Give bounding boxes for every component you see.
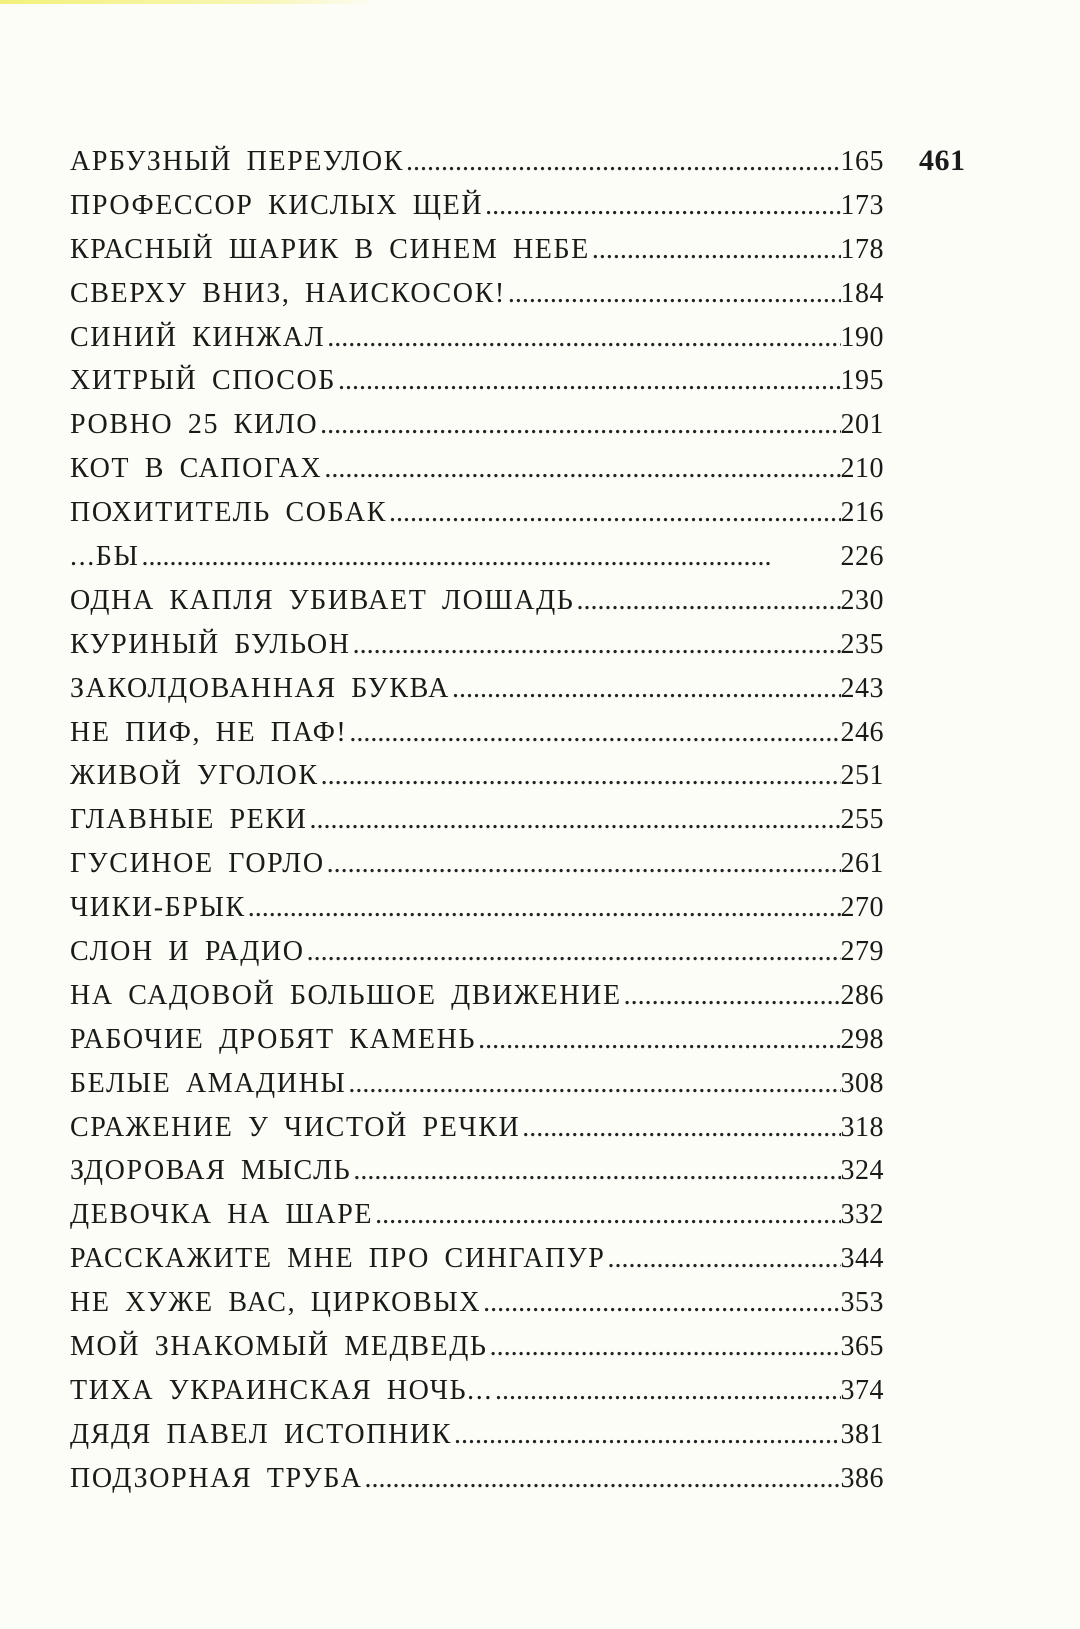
toc-entry [70, 1329, 884, 1373]
toc-entry-title: ПРОФЕССОР КИСЛЫХ ЩЕЙ [70, 189, 484, 221]
toc-leader-dots [319, 758, 841, 794]
toc-entry [70, 1153, 884, 1197]
toc-entry [70, 495, 884, 539]
toc-entry [70, 1110, 884, 1154]
toc-entry-page: 365 [840, 1331, 884, 1363]
toc-entry [70, 1197, 884, 1241]
toc-entry [70, 1285, 884, 1329]
toc-entry-title: НЕ ПИФ, НЕ ПАФ! [70, 716, 348, 748]
toc-entry-title: СЛОН И РАДИО [70, 936, 305, 968]
toc-entry-title: ДЯДЯ ПАВЕЛ ИСТОПНИК [70, 1418, 452, 1450]
toc-entry-title: ЗАКОЛДОВАННАЯ БУКВА [70, 672, 450, 704]
toc-entry-page: 286 [840, 979, 884, 1011]
toc-entry-page: 190 [840, 321, 884, 353]
toc-leader-dots [351, 1153, 840, 1189]
toc-entry-page: 255 [840, 804, 884, 836]
toc-entry-title: СВЕРХУ ВНИЗ, НАИСКОСОК! [70, 277, 506, 309]
toc-entry-page: 353 [840, 1287, 884, 1319]
toc-entry-page: 178 [840, 233, 884, 265]
toc-entry-title: ПОХИТИТЕЛЬ СОБАК [70, 497, 388, 529]
toc-leader-dots [506, 276, 841, 312]
toc-entry-title: РОВНО 25 КИЛО [70, 409, 319, 441]
toc-entry-page: 298 [840, 1023, 884, 1055]
toc-leader-dots [493, 1373, 841, 1409]
toc-leader-dots [336, 363, 841, 399]
toc-entry-page: 230 [840, 584, 884, 616]
toc-entry-page: 270 [840, 892, 884, 924]
toc-entry-page: 195 [840, 365, 884, 397]
toc-entry-title: НА САДОВОЙ БОЛЬШОЕ ДВИЖЕНИЕ [70, 979, 622, 1011]
toc-entry-page: 235 [840, 628, 884, 660]
toc-leader-dots [404, 144, 841, 180]
toc-entry [70, 846, 884, 890]
toc-leader-dots [346, 1066, 840, 1102]
toc-entry-title: СИНИЙ КИНЖАЛ [70, 321, 326, 353]
toc-entry-page: 246 [840, 716, 884, 748]
page-number: 461 [919, 144, 966, 177]
toc-leader-dots [387, 495, 840, 531]
toc-entry [70, 758, 884, 802]
toc-entry [70, 232, 884, 276]
toc-entry [70, 1461, 884, 1505]
toc-entry [70, 144, 884, 188]
toc-leader-dots [373, 1197, 840, 1233]
toc-entry-page: 201 [840, 409, 884, 441]
toc-entry-page: 165 [840, 146, 884, 177]
toc-entry-page: 279 [840, 936, 884, 968]
toc-leader-dots [322, 451, 840, 487]
toc-entry [70, 715, 884, 759]
toc-entry-title: ГУСИНОЕ ГОРЛО [70, 848, 325, 880]
toc-entry [70, 1373, 884, 1417]
toc-entry-title: КРАСНЫЙ ШАРИК В СИНЕМ НЕБЕ [70, 233, 590, 265]
toc-entry-page: 173 [840, 189, 884, 221]
toc-entry-title: ОДНА КАПЛЯ УБИВАЕТ ЛОШАДЬ [70, 584, 575, 616]
toc-entry-title: РАССКАЖИТЕ МНЕ ПРО СИНГАПУР [70, 1243, 606, 1275]
toc-entry-page: 332 [840, 1199, 884, 1231]
toc-leader-dots [325, 320, 840, 356]
toc-entry [70, 978, 884, 1022]
toc-leader-dots [590, 232, 841, 268]
toc-entry [70, 627, 884, 671]
toc-entry [70, 671, 884, 715]
toc-leader-dots [325, 846, 841, 882]
toc-entry-title: ПОДЗОРНАЯ ТРУБА [70, 1462, 363, 1494]
toc-entry [70, 451, 884, 495]
toc-entry-title: КУРИНЫЙ БУЛЬОН [70, 628, 351, 660]
table-of-contents [70, 144, 884, 1505]
toc-leader-dots [481, 1285, 840, 1321]
toc-entry-title: КОТ В САПОГАХ [70, 453, 323, 485]
toc-leader-dots [307, 802, 840, 838]
page-edge-tint [0, 0, 380, 4]
toc-entry-page: 216 [840, 497, 884, 529]
toc-entry [70, 276, 884, 320]
toc-entry-page: 251 [840, 760, 884, 792]
toc-leader-dots [363, 1461, 841, 1497]
toc-entry-title: ХИТРЫЙ СПОСОБ [70, 365, 336, 397]
toc-entry [70, 890, 884, 934]
toc-entry-title: РАБОЧИЕ ДРОБЯТ КАМЕНЬ [70, 1023, 477, 1055]
toc-leader-dots [622, 978, 841, 1014]
toc-entry-page: 344 [840, 1243, 884, 1275]
toc-leader-dots [476, 1022, 840, 1058]
toc-leader-dots [574, 583, 840, 619]
toc-entry-page: 184 [840, 277, 884, 309]
toc-leader-dots [450, 671, 841, 707]
toc-leader-dots [520, 1110, 840, 1146]
toc-entry-page: 386 [840, 1462, 884, 1494]
toc-entry [70, 1022, 884, 1066]
toc-entry-title: МОЙ ЗНАКОМЫЙ МЕДВЕДЬ [70, 1331, 488, 1363]
toc-entry-page: 261 [840, 848, 884, 880]
toc-leader-dots [605, 1241, 840, 1277]
toc-entry [70, 1241, 884, 1285]
toc-leader-dots [140, 539, 841, 575]
toc-entry-page: 381 [840, 1418, 884, 1450]
toc-entry-page: 226 [840, 541, 884, 573]
toc-entry-title: ЗДОРОВАЯ МЫСЛЬ [70, 1155, 352, 1187]
toc-entry [70, 802, 884, 846]
toc-leader-dots [452, 1417, 841, 1453]
toc-entry [70, 934, 884, 978]
toc-entry-title: ГЛАВНЫЕ РЕКИ [70, 804, 308, 836]
toc-entry-page: 318 [840, 1111, 884, 1143]
toc-leader-dots [305, 934, 841, 970]
toc-entry [70, 363, 884, 407]
toc-entry-page: 324 [840, 1155, 884, 1187]
toc-entry-title: ЖИВОЙ УГОЛОК [70, 760, 319, 792]
toc-entry-page: 210 [840, 453, 884, 485]
toc-entry-page: 308 [840, 1067, 884, 1099]
toc-entry-title: СРАЖЕНИЕ У ЧИСТОЙ РЕЧКИ [70, 1111, 521, 1143]
toc-entry-title: ДЕВОЧКА НА ШАРЕ [70, 1199, 374, 1231]
toc-entry [70, 407, 884, 451]
toc-entry-title: БЕЛЫЕ АМАДИНЫ [70, 1067, 347, 1099]
toc-entry-title: ТИХА УКРАИНСКАЯ НОЧЬ... [70, 1374, 493, 1406]
toc-leader-dots [347, 715, 840, 751]
toc-entry [70, 1066, 884, 1110]
toc-entry-title: ...БЫ [70, 541, 140, 573]
toc-leader-dots [351, 627, 841, 663]
toc-entry [70, 320, 884, 364]
toc-entry-title: АРБУЗНЫЙ ПЕРЕУЛОК [70, 146, 404, 177]
toc-entry [70, 1417, 884, 1461]
toc-entry [70, 583, 884, 627]
toc-entry [70, 539, 884, 583]
toc-leader-dots [318, 407, 840, 443]
toc-leader-dots [483, 188, 840, 224]
toc-entry [70, 188, 884, 232]
toc-leader-dots [488, 1329, 841, 1365]
toc-leader-dots [246, 890, 841, 926]
toc-entry-page: 374 [840, 1374, 884, 1406]
toc-entry-page: 243 [840, 672, 884, 704]
toc-entry-title: ЧИКИ-БРЫК [70, 892, 246, 924]
toc-entry-title: НЕ ХУЖЕ ВАС, ЦИРКОВЫХ [70, 1287, 482, 1319]
